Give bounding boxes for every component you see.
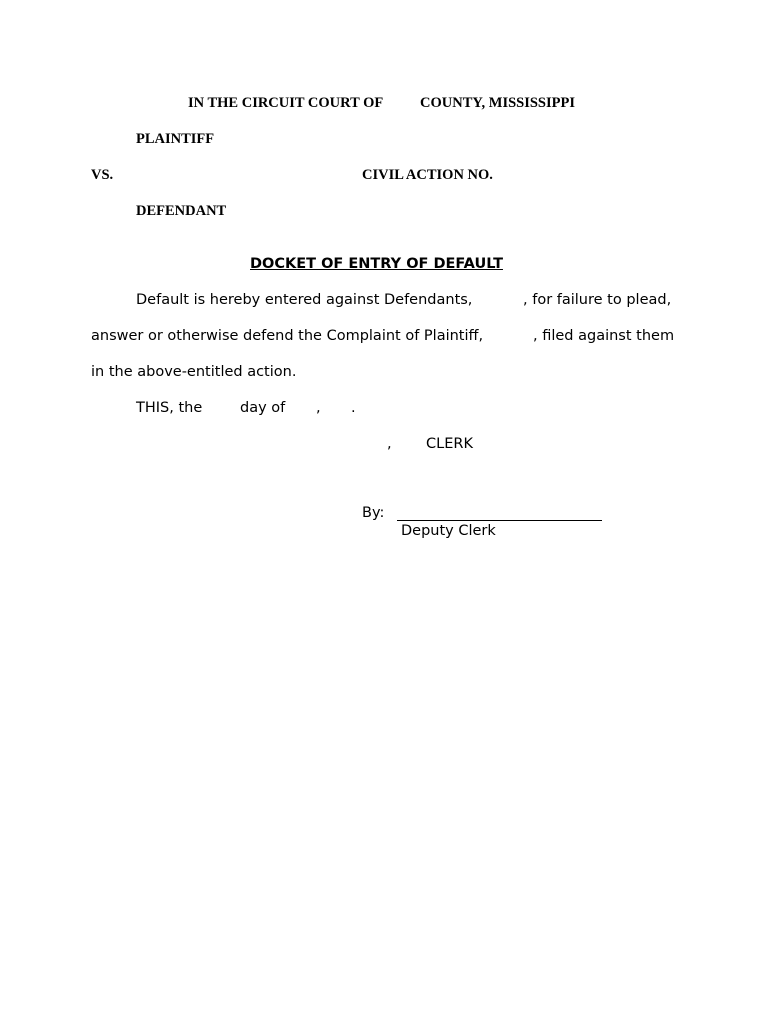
by-label: By: [362, 505, 385, 521]
versus-label: VS. [91, 167, 114, 183]
body-line2-part1: answer or otherwise defend the Complaint of Plaintiff, [91, 328, 484, 344]
body-line1-part1: Default is hereby entered against Defendants, [136, 292, 473, 308]
clerk-label: CLERK [426, 436, 473, 452]
body-line2-part2: , filed against them [533, 328, 675, 344]
court-prefix: IN THE CIRCUIT COURT OF [188, 95, 384, 111]
plaintiff-label: PLAINTIFF [136, 131, 215, 147]
document-title: DOCKET OF ENTRY OF DEFAULT [250, 256, 503, 272]
body-line3: in the above-entitled action. [91, 364, 297, 380]
date-period: . [351, 400, 356, 416]
body-line1-part2: , for failure to plead, [523, 292, 672, 308]
county-suffix: COUNTY, MISSISSIPPI [420, 95, 575, 111]
date-day-of: day of [240, 400, 286, 416]
date-this-the: THIS, the [136, 400, 203, 416]
civil-action-label: CIVIL ACTION NO. [362, 167, 493, 183]
defendant-label: DEFENDANT [136, 203, 227, 219]
date-comma: , [316, 400, 321, 416]
clerk-comma: , [387, 436, 392, 452]
signature-line [397, 520, 602, 521]
deputy-clerk-label: Deputy Clerk [401, 523, 496, 539]
